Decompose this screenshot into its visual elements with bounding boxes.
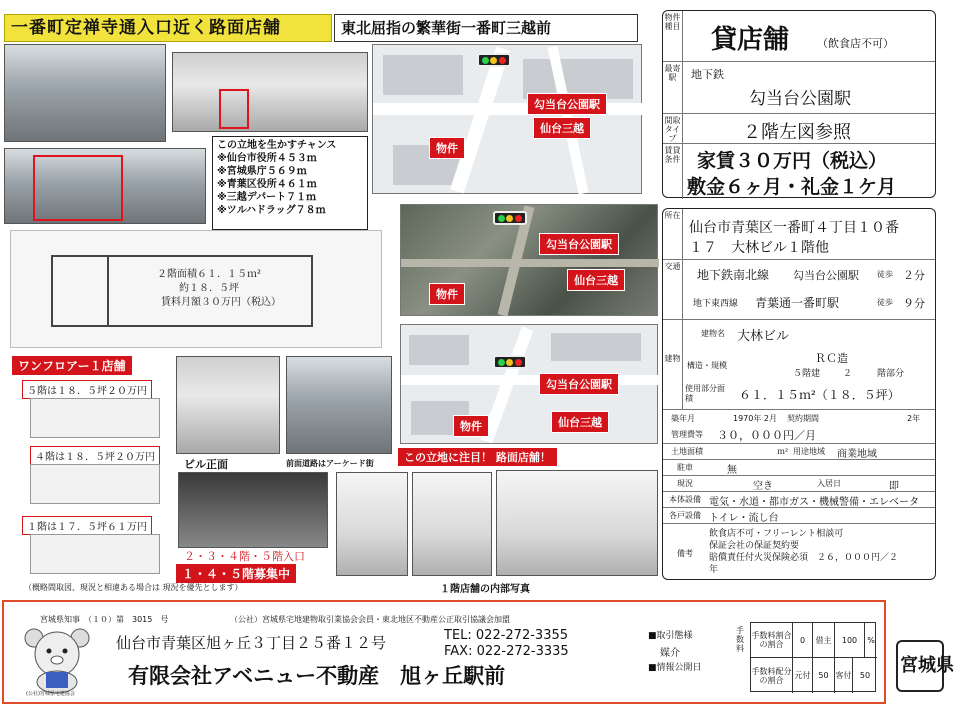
land-unit: ｍ² — [777, 447, 789, 456]
plan-area-line1: ２階面積６１．１５ｍ² — [157, 269, 262, 280]
storefront-photo — [172, 52, 368, 132]
map1-station-label: 勾当台公園駅 — [527, 93, 607, 115]
plan-rent-line: 賃料月額３０万円（税込） — [161, 297, 281, 308]
map1-mitsukoshi-label: 仙台三越 — [533, 117, 591, 139]
floor-unit: 階部分 — [877, 369, 905, 379]
remarks-line3: 賠償責任付火災保険必須 ２６，０００円／２ — [709, 553, 899, 563]
bear-caption: (公社)宮城県宅建協会 — [26, 691, 75, 697]
map2-property-label: 物件 — [429, 283, 465, 305]
building-name: 大林ビル — [737, 329, 790, 344]
area-label: 使用部分面積 — [685, 384, 725, 403]
plan-area-line2: 約１８．５坪 — [179, 283, 239, 294]
map1-property-label: 物件 — [429, 137, 465, 159]
arcade-caption: 前面道路はアーケード街 — [286, 459, 374, 468]
mgmt-label: 管理費等 — [671, 430, 703, 439]
interior-photo-1 — [336, 472, 408, 576]
map3-station-label: 勾当台公園駅 — [539, 373, 619, 395]
floor1-label: １階は１７．５坪６１万円 — [22, 516, 152, 535]
building-name-label: 建物名 — [701, 329, 725, 338]
building-head: 建物 — [663, 320, 683, 409]
building-front-caption: ビル正面 — [184, 458, 228, 471]
map3-mitsukoshi-label: 仙台三越 — [551, 411, 609, 433]
type-head: 物件種目 — [663, 11, 683, 61]
location-chance-box — [212, 136, 368, 230]
floor1-plan — [30, 534, 160, 574]
fee-percent-1: % — [865, 623, 877, 658]
floor5-label: ５階は１８．５坪２０万円 — [22, 380, 152, 399]
contract-label: 契約期間 — [787, 414, 819, 423]
building-front-photo — [176, 356, 280, 454]
fee-dist-b-value: 50 — [859, 671, 871, 680]
equip-label: 本体設備 — [669, 495, 701, 504]
property-type: 貸店舗 — [711, 25, 790, 55]
status-value: 空き — [753, 481, 773, 492]
listing-summary-panel — [662, 10, 936, 198]
terms-head: 賃貸条件 — [663, 144, 683, 199]
association-text: （公社）宮城県宅地建物取引業協会会員・東北地区不動産公正取引協議会加盟 — [230, 615, 510, 624]
status-label: 現況 — [677, 479, 693, 488]
floor-plan-note: （概略間取図、現況と相違ある場合は 現況を優先とします） — [24, 583, 243, 592]
property-detail-panel — [662, 208, 936, 580]
address-head: 所在 — [663, 209, 683, 259]
address-line2: １７ 大林ビル１階他 — [689, 240, 829, 256]
each-equip-value: トイレ・流し台 — [709, 513, 779, 524]
remarks-line1: 飲食店不可・フリーレント相談可 — [709, 529, 844, 539]
bear-mascot-icon — [16, 624, 98, 698]
entrance-photo — [178, 472, 328, 548]
built-value: 1970年 2月 — [733, 414, 777, 423]
line2-minutes: ９分 — [903, 297, 925, 310]
chance-title: この立地を生かすチャンス — [217, 140, 337, 151]
contract-value: 2年 — [907, 414, 921, 423]
layout-value: ２階左図参照 — [743, 122, 851, 143]
address-line1: 仙台市青葉区一番町４丁目１０番 — [689, 220, 899, 236]
interior-photo-3 — [496, 470, 658, 576]
line1-walk: 徒歩 — [877, 270, 893, 279]
built-label: 築年月 — [671, 414, 695, 423]
transaction-mode-value: 媒介 — [660, 648, 680, 659]
street-map — [372, 44, 642, 194]
header-banner-right: 東北屈指の繁華街一番町三越前 — [334, 14, 638, 42]
chance-item: ※三越デパート７１ｍ — [217, 192, 317, 203]
company-footer — [2, 600, 886, 704]
map3-property-label: 物件 — [453, 415, 489, 437]
line2-name: 地下東西線 — [693, 299, 739, 309]
parking-label: 駐車 — [677, 463, 693, 472]
company-tel: TEL: 022-272-3355 — [444, 628, 569, 643]
fee-dist-a-value: 50 — [813, 658, 835, 693]
each-equip-label: 各戸設備 — [669, 511, 701, 520]
movein-value: 即 — [889, 481, 899, 492]
fee-dist-label: 手数料配分の割合 — [751, 658, 793, 693]
location-notice-tag: この立地に注目！ 路面店舗！ — [398, 448, 557, 466]
company-name: 有限会社アベニュー不動産 旭ヶ丘駅前 — [128, 664, 506, 688]
fee-dist-a-label: 元付 — [793, 658, 813, 693]
rent-value: 家賃３０万円（税込） — [697, 150, 888, 172]
property-type-note: （飲食店不可） — [817, 37, 894, 50]
area-value: ６１．１５ｍ²（１８．５坪） — [739, 388, 900, 402]
interior-photo-2 — [412, 472, 492, 576]
zone-label: 用途地域 — [793, 447, 825, 456]
prefecture-tag: 宮城県 — [896, 640, 944, 692]
station-head: 最寄駅 — [663, 62, 683, 113]
structure-label: 構造・規模 — [687, 361, 727, 370]
fee-client-value: 0 — [793, 623, 813, 658]
publish-date-label: ■情報公開日 — [648, 663, 702, 673]
nearest-station: 勾当台公園駅 — [749, 89, 851, 109]
station-line: 地下鉄 — [691, 68, 724, 81]
fee-label: 手数料 — [736, 626, 744, 653]
mgmt-value: ３０，０００円／月 — [717, 429, 816, 442]
arcade-street-photo — [286, 356, 392, 454]
floors-above: ５階建 — [793, 369, 821, 379]
remarks-line2: 保証会社の保証契約要 — [709, 541, 800, 551]
chance-item: ※ツルハドラッグ７８ｍ — [217, 205, 326, 216]
recruit-tag: １・４・５階募集中 — [176, 564, 296, 583]
line1-minutes: ２分 — [903, 269, 925, 282]
movein-label: 入居日 — [817, 479, 841, 488]
layout-head: 間取タイプ — [663, 114, 683, 143]
header-banner-left: 一番町定禅寺通入口近く路面店舗 — [4, 14, 332, 42]
line2-station: 青葉通一番町駅 — [755, 296, 840, 310]
street-map-2 — [400, 324, 658, 444]
chance-item: ※仙台市役所４５３ｍ — [217, 153, 317, 164]
one-floor-tag: ワンフロアー１店舗 — [12, 356, 132, 375]
remarks-label: 備考 — [677, 549, 693, 558]
floor-plan-main — [10, 230, 382, 348]
map2-mitsukoshi-label: 仙台三越 — [567, 269, 625, 291]
license-number: 宮城県知事 （１０）第 3015 号 — [40, 615, 169, 624]
interior-caption: １階店舗の内部写真 — [440, 584, 530, 595]
structure-value: ＲＣ造 — [815, 352, 848, 365]
chance-item: ※宮城県庁５６９ｍ — [217, 166, 307, 177]
zone-value: 商業地域 — [837, 449, 877, 460]
line2-walk: 徒歩 — [877, 298, 893, 307]
street-photo — [4, 44, 166, 142]
floor-number: ２ — [843, 369, 853, 379]
line1-name: 地下鉄南北線 — [697, 268, 770, 282]
entrance-caption: ２・３・４階・５階入口 — [184, 550, 305, 563]
arcade-photo — [4, 148, 206, 224]
traffic-head: 交通 — [663, 260, 683, 319]
fee-dist-b-label: 客付 — [835, 658, 853, 693]
fee-table — [750, 622, 876, 692]
parking-value: 無 — [727, 465, 737, 476]
deposit-value: 敷金６ヶ月・礼金１ケ月 — [687, 176, 897, 198]
remarks-line4: 年 — [709, 565, 719, 575]
company-address: 仙台市青葉区旭ヶ丘３丁目２５番１２号 — [116, 634, 387, 652]
equip-value: 電気・水道・都市ガス・機械警備・エレベータ — [709, 497, 919, 508]
company-fax: FAX: 022-272-3335 — [444, 644, 569, 659]
land-label: 土地面積 — [671, 447, 703, 456]
fee-client-label: 手数料割合の割合 — [751, 623, 793, 658]
floor5-plan — [30, 398, 160, 438]
fee-other-value: 100 — [835, 623, 865, 658]
line1-station: 勾当台公園駅 — [793, 269, 859, 282]
floor4-label: ４階は１８．５坪２０万円 — [30, 446, 160, 465]
fee-other-label: 借主 — [813, 623, 835, 658]
transaction-mode-label: ■取引態様 — [648, 631, 693, 641]
floor4-plan — [30, 464, 160, 504]
aerial-map-1 — [400, 204, 658, 316]
chance-item: ※青葉区役所４６１ｍ — [217, 179, 317, 190]
map2-station-label: 勾当台公園駅 — [539, 233, 619, 255]
